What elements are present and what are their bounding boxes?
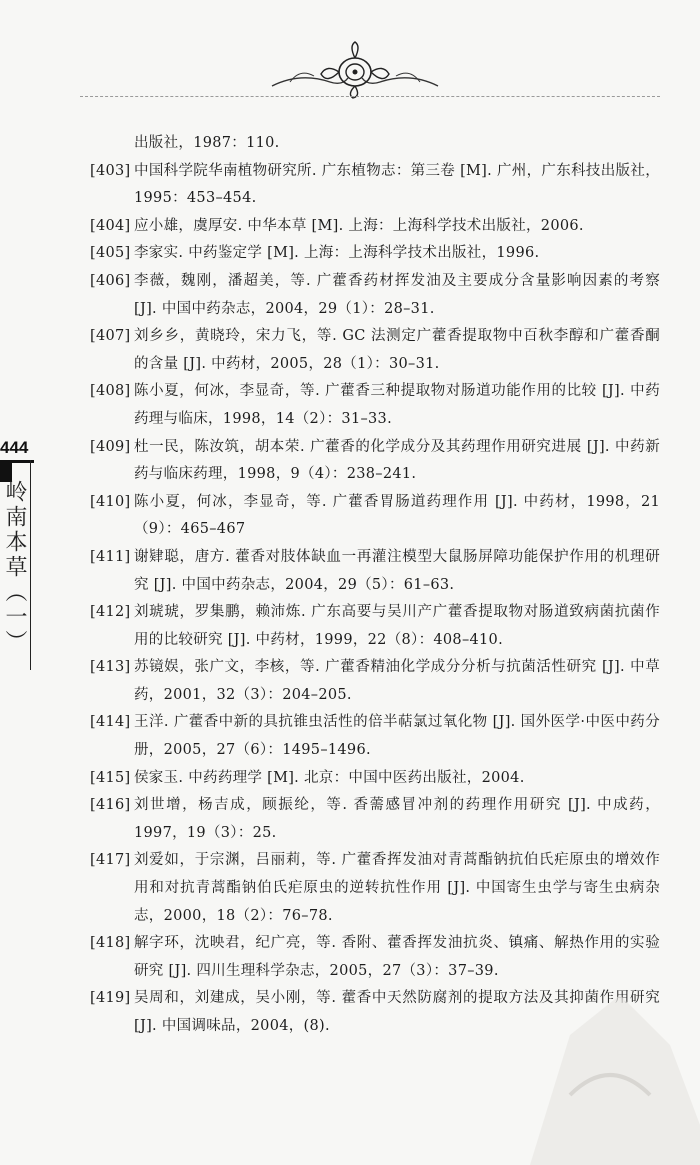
reference-entry: [90, 709, 660, 764]
reference-number: [415]: [90, 769, 131, 786]
reference-entry: [90, 240, 660, 268]
reference-text: 谢肄聪，唐方. 藿香对肢体缺血一再灌注模型大鼠肠屏障功能保护作用的机理研究 [J]. 中国中药杂志，2004，29（5）：61–63.: [134, 548, 660, 593]
header-ornament: [270, 38, 440, 100]
reference-text: 刘爱如，于宗渊，吕丽莉，等. 广藿香挥发油对青蒿酯钠抗伯氏疟原虫的增效作用和对抗青蒿酯钠伯氏疟原虫的逆转抗性作用 [J]. 中国寄生虫学与寄生虫病杂志，2000，18（2）：76–78.: [134, 852, 660, 924]
reference-number: [407]: [90, 328, 131, 345]
reference-entry: [90, 544, 660, 599]
reference-number: [410]: [90, 493, 131, 510]
reference-entry: [90, 434, 660, 489]
reference-text: 陈小夏，何冰，李显奇，等. 广藿香三种提取物对肠道功能作用的比较 [J]. 中药药理与临床，1998，14（2）：31–33.: [134, 383, 660, 427]
reference-entry: [90, 792, 660, 847]
reference-number: [416]: [90, 797, 131, 814]
reference-text: 李薇，魏刚，潘超美，等. 广藿香药材挥发油及主要成分含量影响因素的考察 [J]. 中国中药杂志，2004，29（1）：28–31.: [134, 272, 660, 317]
reference-text: 侯家玉. 中药药理学 [M]. 北京：中国中医药出版社，2004.: [134, 769, 525, 786]
reference-entry: [90, 378, 660, 433]
reference-number: [409]: [90, 438, 131, 455]
reference-text: 应小雄，虞厚安. 中华本草 [M]. 上海：上海科学技术出版社，2006.: [134, 217, 584, 234]
reference-number: [404]: [90, 217, 131, 234]
reference-entry: [90, 847, 660, 930]
reference-number: [419]: [90, 990, 131, 1007]
side-book-title: 岭南本草（一）: [2, 480, 27, 655]
reference-entry: [90, 489, 660, 544]
reference-text: 中国科学院华南植物研究所. 广东植物志：第三卷 [M]. 广州，广东科技出版社，1995：453–454.: [134, 162, 660, 207]
reference-text: 刘乡乡，黄晓玲，宋力飞，等. GC 法测定广藿香提取物中百秋李醇和广藿香酮的含量 [J]. 中药材，2005，28（1）：30–31.: [134, 328, 660, 372]
page-number: 444: [0, 438, 29, 457]
reference-number: [413]: [90, 659, 131, 676]
reference-text: 陈小夏，何冰，李显奇，等. 广藿香胃肠道药理作用 [J]. 中药材，1998，21（9）：465–467: [134, 493, 660, 538]
page-tab-marker: [0, 460, 34, 482]
reference-text: 杜一民，陈汝筑，胡本荣. 广藿香的化学成分及其药理作用研究进展 [J]. 中药新药与临床药理，1998，9（4）：238–241.: [134, 438, 660, 483]
reference-entry: [90, 213, 660, 241]
watermark-seal: [500, 975, 700, 1165]
reference-text: 吴周和，刘建成，吴小刚，等. 藿香中天然防腐剂的提取方法及其抑菌作用研究 [J]. 中国调味品，2004，(8).: [134, 990, 660, 1034]
reference-entry: [90, 765, 660, 793]
reference-entry: [90, 323, 660, 378]
reference-number: [406]: [90, 272, 131, 289]
reference-number: [408]: [90, 383, 131, 400]
side-rule: [30, 460, 31, 670]
reference-number: [405]: [90, 245, 131, 262]
reference-text: 李家实. 中药鉴定学 [M]. 上海：上海科学技术出版社，1996.: [134, 245, 540, 262]
reference-entry: [90, 654, 660, 709]
reference-text: 解字环，沈映君，纪广亮，等. 香附、藿香挥发油抗炎、镇痛、解热作用的实验研究 [J]. 四川生理科学杂志，2005，27（3）：37–39.: [134, 935, 660, 979]
reference-text: 王洋. 广藿香中新的具抗锥虫活性的倍半萜氯过氧化物 [J]. 国外医学·中医中药分册，2005，27（6）：1495–1496.: [134, 714, 660, 759]
reference-list: [90, 130, 660, 1041]
reference-text: 刘琥琥，罗集鹏，赖沛炼. 广东高要与吴川产广藿香提取物对肠道致病菌抗菌作用的比较研究 [J]. 中药材，1999，22（8）：408–410.: [134, 604, 660, 648]
header-rule: [80, 96, 660, 97]
reference-number: [414]: [90, 714, 131, 731]
reference-number: [418]: [90, 935, 131, 952]
reference-entry: [90, 599, 660, 654]
reference-entry: [90, 158, 660, 213]
reference-text: 苏镜娱，张广文，李核，等. 广藿香精油化学成分分析与抗菌活性研究 [J]. 中草药，2001，32（3）：204–205.: [134, 659, 660, 703]
reference-number: [403]: [90, 162, 131, 179]
reference-text: 刘世增，杨吉成，顾振纶，等. 香薷感冒冲剂的药理作用研究 [J]. 中成药，1997，19（3）：25.: [134, 797, 660, 841]
reference-number: [411]: [90, 548, 131, 565]
reference-entry: [90, 268, 660, 323]
reference-number: [417]: [90, 852, 131, 869]
reference-continuation: 出版社，1987：110.: [134, 135, 280, 151]
reference-number: [412]: [90, 604, 131, 621]
